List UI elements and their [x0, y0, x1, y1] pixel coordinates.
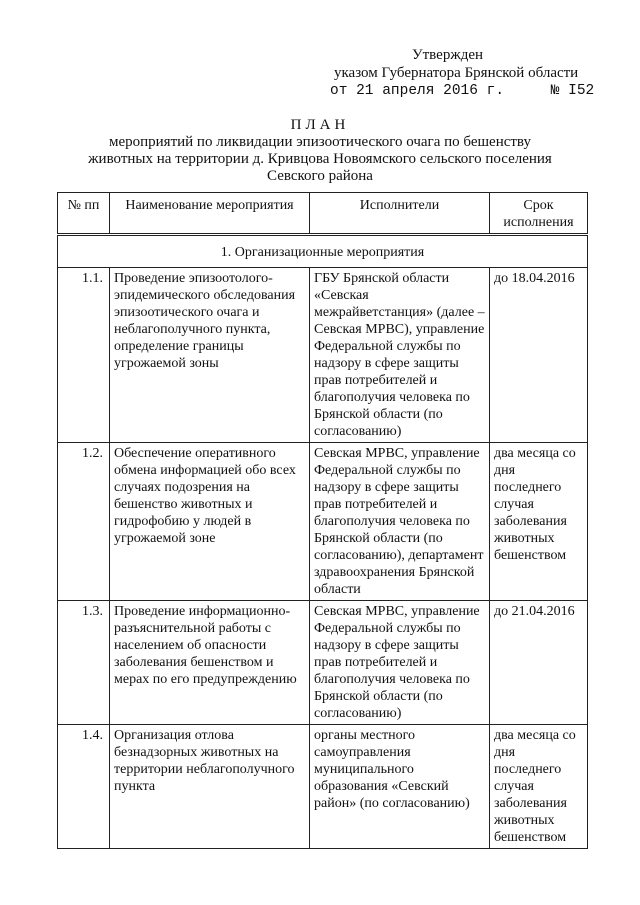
document-title — [0, 117, 640, 185]
row-num: 1.4. — [58, 725, 110, 849]
row-deadline: два месяца со дня последнего случая заболевания животных бешенством — [490, 443, 588, 601]
row-executors: ГБУ Брянской области «Севская межрайветстанция» (далее – Севская МРВС), управление Федеральной службы по надзору в сфере защиты прав потребителей и благополучия человека по Брянской области (по согласованию) — [310, 268, 490, 443]
row-name: Проведение эпизоотолого-эпидемического обследования эпизоотического очага и неблагополучного пункта, определение границы угрожаемой зоны — [110, 268, 310, 443]
title-line-3: Севского района — [267, 168, 373, 184]
row-name: Обеспечение оперативного обмена информацией обо всех случаях подозрения на бешенство животных и гидрофобию у людей в угрожаемой зоне — [110, 443, 310, 601]
table-row — [58, 268, 588, 443]
row-deadline: до 18.04.2016 — [490, 268, 588, 443]
row-executors: Севская МРВС, управление Федеральной службы по надзору в сфере защиты прав потребителей и благополучия человека по Брянской области (по согласованию), департамент здравоохранения Брянской области — [310, 443, 490, 601]
title-line-2: животных на территории д. Кривцова Новоямского сельского поселения — [88, 151, 552, 167]
row-name: Проведение информационно-разъяснительной работы с населением об опасности заболевания бешенством и мерах по его предупреждению — [110, 601, 310, 725]
table-row — [58, 601, 588, 725]
approval-number: I52 — [568, 83, 595, 99]
header-num: № пп — [58, 193, 110, 235]
row-deadline: до 21.04.2016 — [490, 601, 588, 725]
header-deadline: Срок исполнения — [490, 193, 588, 235]
row-num: 1.1. — [58, 268, 110, 443]
approval-block — [330, 46, 620, 100]
section-title: 1. Организационные мероприятия — [58, 235, 588, 268]
plan-table — [57, 192, 588, 849]
title-heading: ПЛАН — [290, 117, 350, 133]
approval-date-prefix: от — [330, 83, 348, 99]
header-name: Наименование мероприятия — [110, 193, 310, 235]
section-row — [58, 235, 588, 268]
approval-line-2: указом Губернатора Брянской области — [334, 65, 579, 81]
row-name: Организация отлова безнадзорных животных на территории неблагополучного пункта — [110, 725, 310, 849]
row-num: 1.2. — [58, 443, 110, 601]
table-header-row — [58, 193, 588, 235]
approval-date-line — [330, 82, 620, 100]
row-executors: Севская МРВС, управление Федеральной службы по надзору в сфере защиты прав потребителей и благополучия человека по Брянской области (по согласованию) — [310, 601, 490, 725]
table-row — [58, 443, 588, 601]
approval-line-1: Утвержден — [412, 47, 484, 63]
row-num: 1.3. — [58, 601, 110, 725]
table-row — [58, 725, 588, 849]
approval-number-sign: № — [550, 83, 560, 99]
row-deadline: два месяца со дня последнего случая заболевания животных бешенством — [490, 725, 588, 849]
title-line-1: мероприятий по ликвидации эпизоотического очага по бешенству — [108, 134, 532, 150]
row-executors: органы местного самоуправления муниципального образования «Севский район» (по согласованию) — [310, 725, 490, 849]
approval-date: 21 апреля 2016 г. — [356, 83, 505, 99]
header-executors: Исполнители — [310, 193, 490, 235]
